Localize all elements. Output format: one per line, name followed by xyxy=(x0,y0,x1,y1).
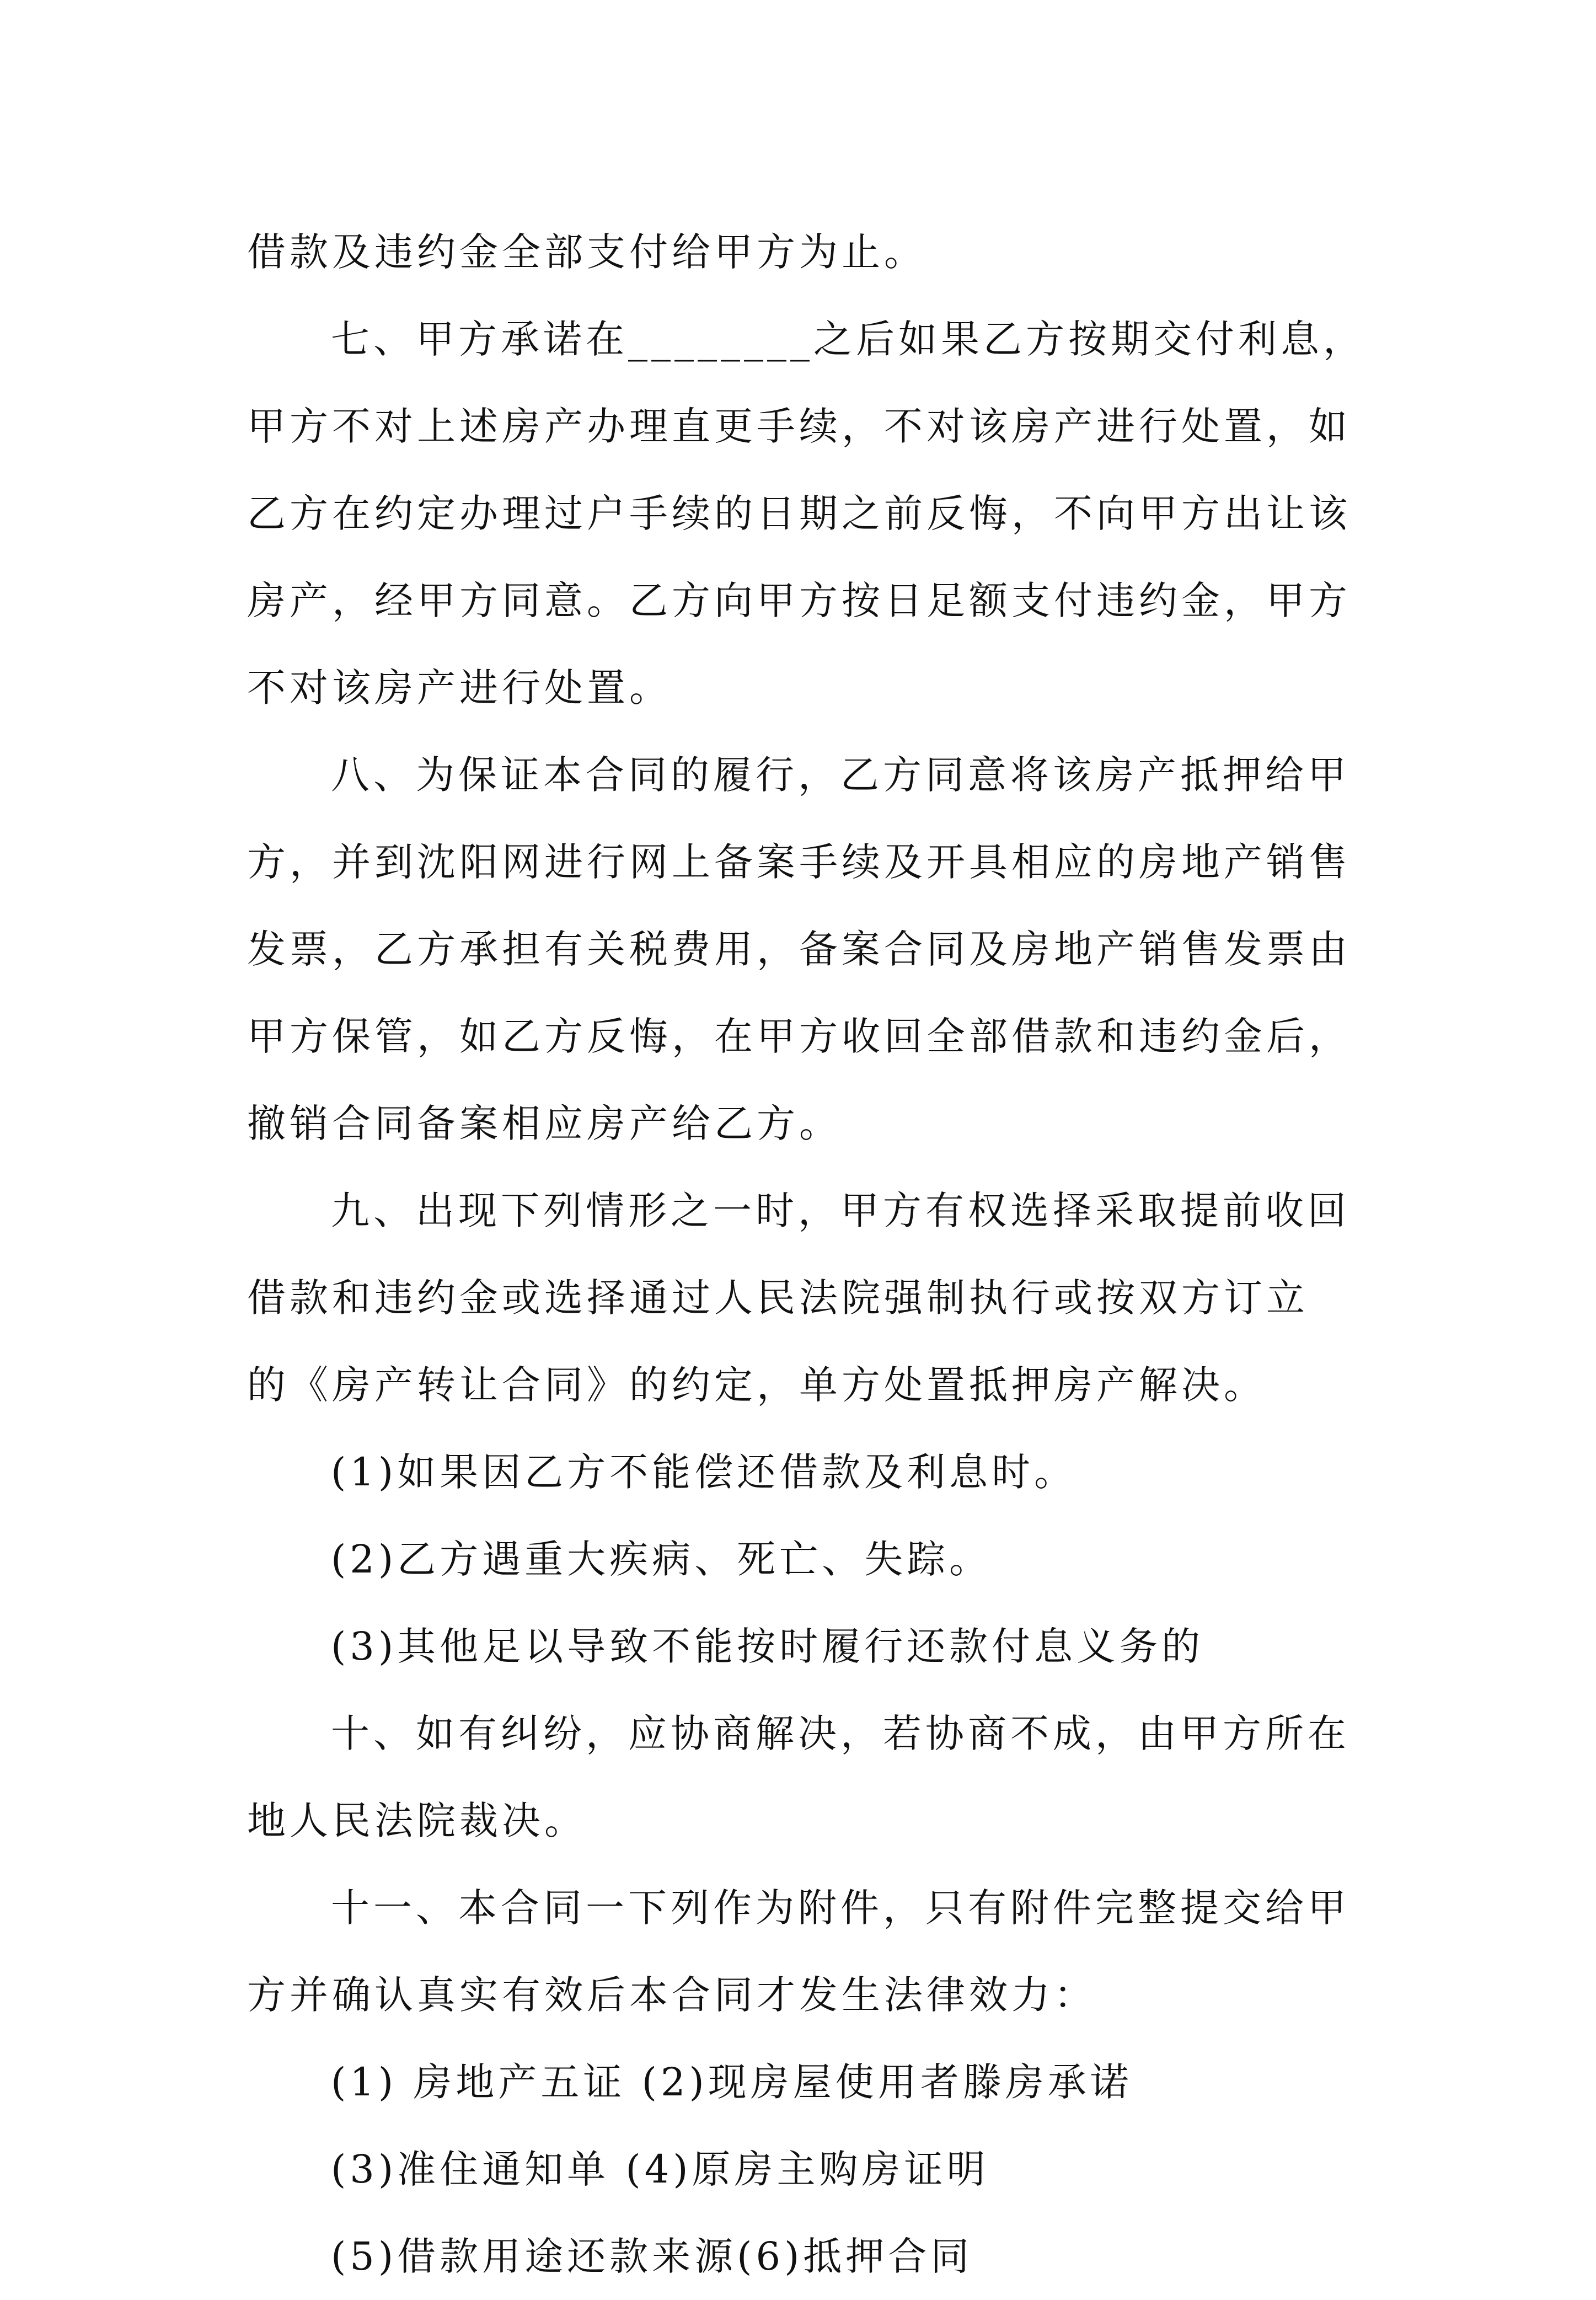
contract-text xyxy=(247,208,1365,2300)
clause-8-line-5: 撤销合同备案相应房产给乙方。 xyxy=(247,1101,842,1146)
clause-9-line-3: 的《房产转让合同》的约定，单方处置抵押房产解决。 xyxy=(247,1362,1266,1408)
clause-7-line-1: 七、甲方承诺在________之后如果乙方按期交付利息， xyxy=(331,317,1365,362)
clause-8-line-3: 发票，乙方承担有关税费用，备案合同及房地产销售发票由 xyxy=(247,927,1351,972)
clause-7-line-3: 乙方在约定办理过户手续的日期之前反悔，不向甲方出让该 xyxy=(247,491,1351,536)
clause-10-line-2: 地人民法院裁决。 xyxy=(247,1798,587,1843)
clause-9-item-3: (3)其他足以导致不能按时履行还款付息义务的 xyxy=(331,1624,1204,1669)
clause-8-line-2: 方，并到沈阳网进行网上备案手续及开具相应的房地产销售 xyxy=(247,839,1351,885)
clause-9-item-2: (2)乙方遇重大疾病、死亡、失踪。 xyxy=(331,1537,992,1582)
clause-8-line-1: 八、为保证本合同的履行，乙方同意将该房产抵押给甲 xyxy=(331,752,1350,798)
attachment-line-1: (1) 房地产五证 (2)现房屋使用者滕房承诺 xyxy=(331,2060,1133,2105)
clause-8-line-4: 甲方保管，如乙方反悔，在甲方收回全部借款和违约金后， xyxy=(247,1014,1351,1059)
clause-9-item-1: (1)如果因乙方不能偿还借款及利息时。 xyxy=(331,1449,1077,1495)
clause-7-line-5: 不对该房产进行处置。 xyxy=(247,665,672,710)
attachment-line-3: (5)借款用途还款来源(6)抵押合同 xyxy=(331,2234,973,2279)
clause-9-line-1: 九、出现下列情形之一时，甲方有权选择采取提前收回 xyxy=(331,1188,1350,1233)
attachment-line-2: (3)准住通知单 (4)原房主购房证明 xyxy=(331,2147,989,2192)
text-line-1: 借款及违约金全部支付给甲方为止。 xyxy=(247,229,926,275)
clause-7-line-2: 甲方不对上述房产办理直更手续，不对该房产进行处置，如 xyxy=(247,404,1351,449)
clause-9-line-2: 借款和违约金或选择通过人民法院强制执行或按双方订立 xyxy=(247,1275,1309,1320)
clause-11-line-2: 方并确认真实有效后本合同才发生法律效力： xyxy=(247,1972,1096,2018)
clause-10-line-1: 十、如有纠纷，应协商解决，若协商不成，由甲方所在 xyxy=(331,1711,1350,1756)
clause-7-line-4: 房产，经甲方同意。乙方向甲方按日足额支付违约金，甲方 xyxy=(247,578,1351,623)
clause-11-line-1: 十一、本合同一下列作为附件，只有附件完整提交给甲 xyxy=(331,1885,1350,1930)
